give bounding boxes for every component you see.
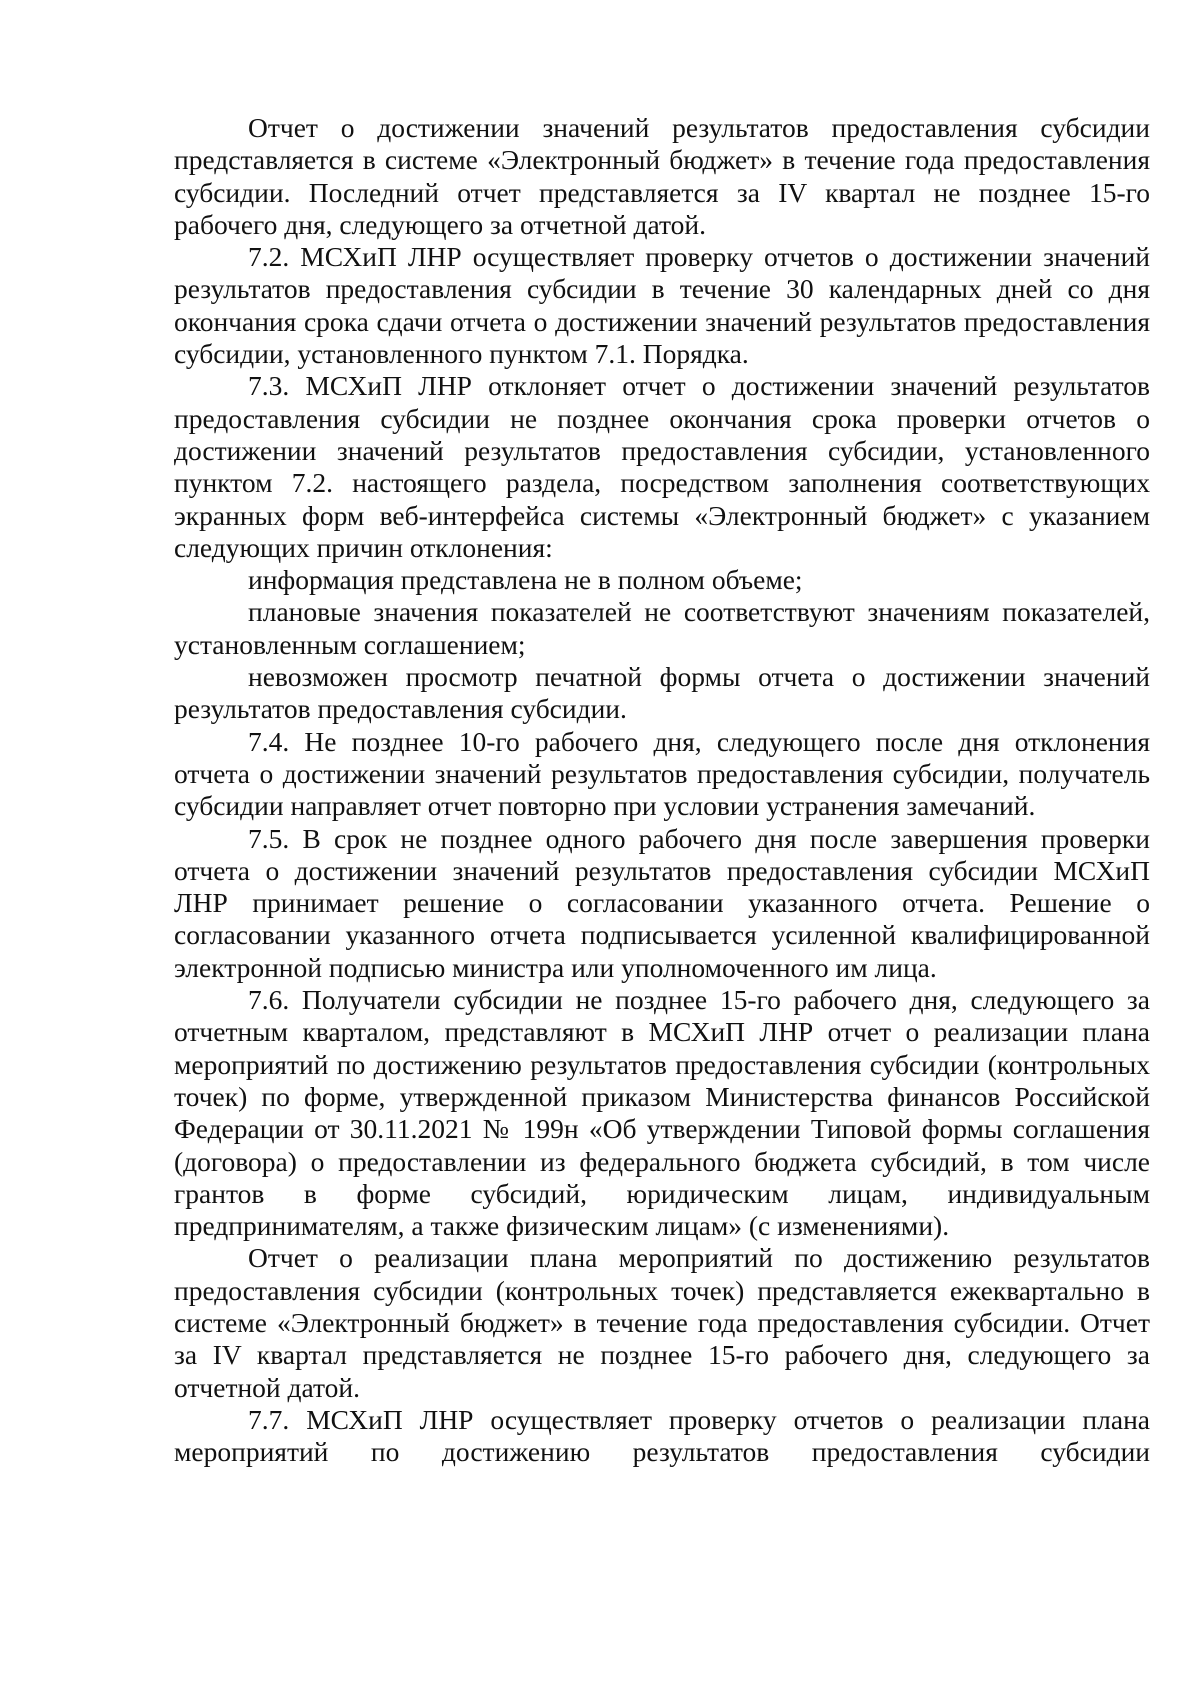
rejection-reason-2: плановые значения показателей не соответствуют значениям показателей, установленным соглашением; — [174, 596, 1150, 660]
paragraph-7-4: 7.4. Не позднее 10-го рабочего дня, следующего после дня отклонения отчета о достижении значений результатов предоставления субсидии, получатель субсидии направляет отчет повторно при условии устранения замечаний. — [174, 725, 1150, 822]
paragraph-7-7: 7.7. МСХиП ЛНР осуществляет проверку отчетов о реализации плана мероприятий по достижению результатов предоставления субсидии — [174, 1403, 1150, 1468]
rejection-reason-1: информация представлена не в полном объеме; — [248, 564, 803, 596]
paragraph-plan-report: Отчет о реализации плана мероприятий по достижению результатов предоставления субсидии (контрольных точек) представляется ежеквартально в системе «Электронный бюджет» в течение года предоставления субсидии. Отчет за IV квартал представляется не позднее 15-го рабочего дня, следующего за отчетной датой. — [174, 1242, 1150, 1403]
paragraph-7-5: 7.5. В срок не позднее одного рабочего дня после завершения проверки отчета о достижении значений результатов предоставления субсидии МСХиП ЛНР принимает решение о согласовании указанного отчета. Решение о согласовании указанного отчета подписывается усиленной квалифицированной электронной подписью министра или уполномоченного им лица. — [174, 822, 1150, 983]
rejection-reason-3: невозможен просмотр печатной формы отчета о достижении значений результатов предоставления субсидии. — [174, 661, 1150, 725]
paragraph-7-6: 7.6. Получатели субсидии не позднее 15-го рабочего дня, следующего за отчетным кварталом, представляют в МСХиП ЛНР отчет о реализации плана мероприятий по достижению результатов предоставления субсидии (контрольных точек) по форме, утвержденной приказом Министерства финансов Российской Федерации от 30.11.2021 № 199н «Об утверждении Типовой формы соглашения (договора) о предоставлении из федерального бюджета субсидий, в том числе грантов в форме субсидий, юридическим лицам, индивидуальным предпринимателям, а также физическим лицам» (с изменениями). — [174, 984, 1150, 1242]
paragraph-7-2: 7.2. МСХиП ЛНР осуществляет проверку отчетов о достижении значений результатов предоставления субсидии в течение 30 календарных дней со дня окончания срока сдачи отчета о достижении значений результатов предоставления субсидии, установленного пунктом 7.1. Порядка. — [174, 241, 1150, 370]
paragraph-7-3: 7.3. МСХиП ЛНР отклоняет отчет о достижении значений результатов предоставления субсидии не позднее окончания срока проверки отчетов о достижении значений результатов предоставления субсидии, установленного пунктом 7.2. настоящего раздела, посредством заполнения соответствующих экранных форм веб-интерфейса системы «Электронный бюджет» с указанием следующих причин отклонения: — [174, 370, 1150, 563]
document-body — [174, 112, 1150, 1468]
paragraph-report-submission: Отчет о достижении значений результатов предоставления субсидии представляется в системе «Электронный бюджет» в течение года предоставления субсидии. Последний отчет представляется за IV квартал не позднее 15-го рабочего дня, следующего за отчетной датой. — [174, 112, 1150, 240]
